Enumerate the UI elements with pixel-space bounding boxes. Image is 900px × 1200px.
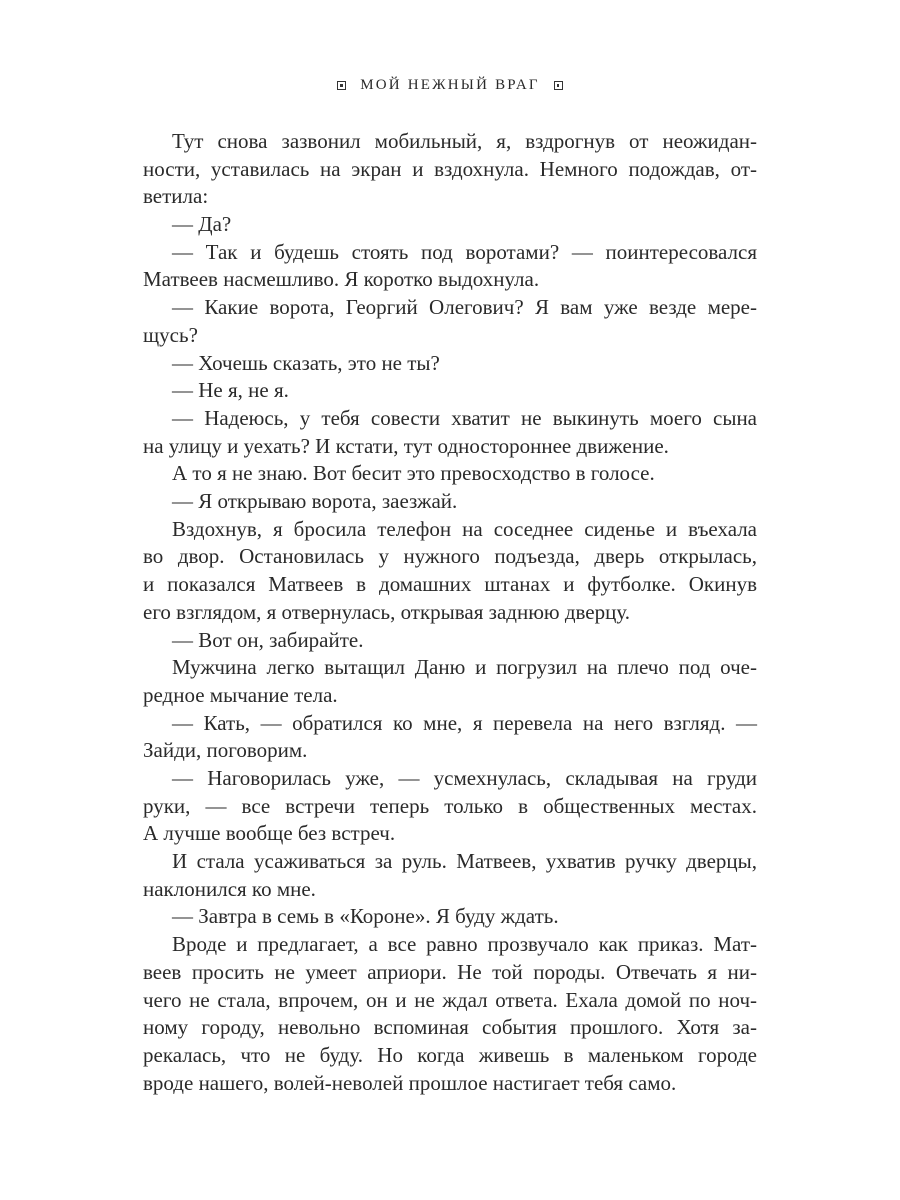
text-line: рекалась, что не буду. Но когда живешь в маленьком городе [143, 1042, 757, 1067]
text-line: — Надеюсь, у тебя совести хватит не выкинуть моего сына [172, 405, 757, 430]
text-line: — Завтра в семь в «Короне». Я буду ждать. [172, 904, 559, 929]
text-line: редное мычание тела. [143, 682, 338, 707]
text-line: И стала усаживаться за руль. Матвеев, ухватив ручку дверцы, [172, 849, 757, 874]
text-line: — Кать, — обратился ко мне, я перевела на него взгляд. — [172, 710, 757, 735]
text-line: — Так и будешь стоять под воротами? — поинтересовался [172, 239, 757, 264]
text-line: чего не стала, впрочем, он и не ждал ответа. Ехала домой по ноч- [143, 987, 757, 1012]
running-header [0, 77, 900, 94]
text-line: руки, — все встречи теперь только в общественных местах. [143, 793, 757, 818]
text-line: Вздохнув, я бросила телефон на соседнее сиденье и въехала [172, 516, 757, 541]
text-line: Мужчина легко вытащил Даню и погрузил на плечо под оче- [172, 655, 757, 680]
text-line: веев просить не умеет априори. Не той породы. Отвечать я ни- [143, 959, 757, 984]
text-line: — Вот он, забирайте. [172, 627, 364, 652]
text-line: — Какие ворота, Георгий Олегович? Я вам уже везде мере- [172, 295, 757, 320]
text-line: А лучше вообще без встреч. [143, 821, 396, 846]
text-line: вроде нашего, волей-неволей прошлое настигает тебя само. [143, 1070, 677, 1095]
text-line: ветила: [143, 184, 209, 209]
text-line: во двор. Остановилась у нужного подъезда, дверь открылась, [143, 544, 757, 569]
text-line: Зайди, поговорим. [143, 738, 308, 763]
text-line: А то я не знаю. Вот бесит это превосходство в голосе. [172, 461, 655, 486]
text-line: Вроде и предлагает, а все равно прозвучало как приказ. Мат- [172, 932, 757, 957]
text-line: — Хочешь сказать, это не ты? [172, 350, 440, 375]
text-line: — Да? [172, 212, 232, 237]
text-line: Тут снова зазвонил мобильный, я, вздрогнув от неожидан- [172, 129, 757, 153]
text-line: щусь? [143, 322, 198, 347]
page-body-text [143, 128, 757, 1097]
text-line: ности, уставилась на экран и вздохнула. Немного подождав, от- [143, 156, 757, 181]
text-line: и показался Матвеев в домашних штанах и футболке. Окинув [143, 572, 757, 597]
book-title: МОЙ НЕЖНЫЙ ВРАГ [360, 77, 540, 93]
ornament-right-icon [554, 81, 563, 90]
text-line: Матвеев насмешливо. Я коротко выдохнула. [143, 267, 540, 292]
text-line: на улицу и уехать? И кстати, тут одностороннее движение. [143, 433, 669, 458]
ornament-left-icon [337, 81, 346, 90]
text-line: наклонился ко мне. [143, 876, 316, 901]
text-line: ному городу, невольно вспоминая события прошлого. Хотя за- [143, 1015, 757, 1040]
text-line: его взглядом, я отвернулась, открывая заднюю дверцу. [143, 599, 630, 624]
text-line: — Наговорилась уже, — усмехнулась, складывая на груди [172, 766, 757, 791]
text-line: — Не я, не я. [172, 378, 289, 403]
text-line: — Я открываю ворота, заезжай. [172, 489, 458, 514]
